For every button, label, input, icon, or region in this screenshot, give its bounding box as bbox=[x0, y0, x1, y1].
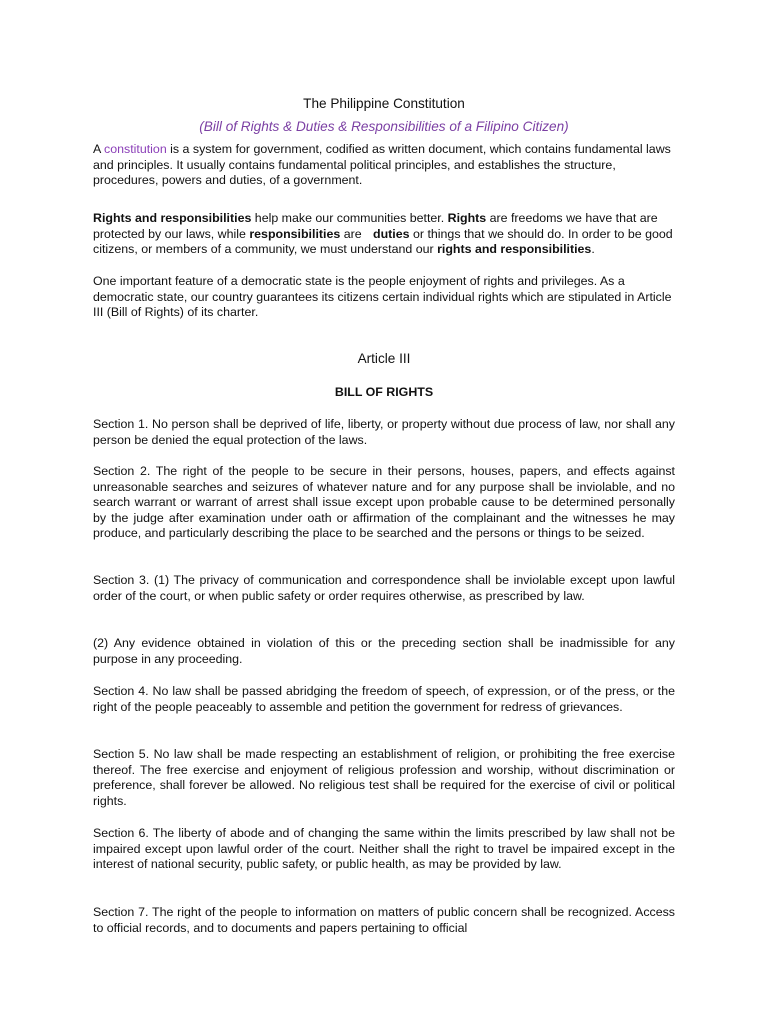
bold-rights-and-responsibilities-2: rights and responsibilities bbox=[437, 242, 592, 257]
section-5: Section 5. No law shall be made respecting an establishment of religion, or prohibiting the free exercise thereof. The free exercise and enjoyment of religious profession and worship, without discrimination or preference, shall forever be allowed. No religious test shall be required for the exercise of civil or political rights. bbox=[93, 747, 675, 808]
section-4: Section 4. No law shall be passed abridging the freedom of speech, of expression, or of the press, or the right of the people peaceably to assemble and petition the government for redress of grievances. bbox=[93, 684, 675, 714]
section-3: Section 3. (1) The privacy of communication and correspondence shall be inviolable except upon lawful order of the court, or when public safety or order requires otherwise, as prescribed by law. bbox=[93, 573, 675, 603]
intro-paragraph-rights bbox=[93, 211, 675, 258]
text-fragment: help make our communities better. bbox=[251, 211, 448, 225]
intro-paragraph-constitution bbox=[93, 142, 675, 189]
text-fragment: . bbox=[591, 242, 595, 257]
page-title: The Philippine Constitution bbox=[303, 96, 465, 111]
section-1: Section 1. No person shall be deprived of life, liberty, or property without due process of law, nor shall any person be denied the equal protection of the laws. bbox=[93, 417, 675, 447]
constitution-link[interactable]: constitution bbox=[104, 142, 167, 156]
section-7: Section 7. The right of the people to information on matters of public concern shall be recognized. Access to official records, and to documents and papers pertaining to official bbox=[93, 905, 675, 935]
section-3-2: (2) Any evidence obtained in violation of this or the preceding section shall be inadmissible for any purpose in any proceeding. bbox=[93, 636, 675, 666]
bill-of-rights-heading: BILL OF RIGHTS bbox=[334, 385, 434, 399]
section-2: Section 2. The right of the people to be secure in their persons, houses, papers, and effects against unreasonable searches and seizures of whatever nature and for any purpose shall be inviolable, and no search warrant or warrant of arrest shall issue except upon probable cause to be determined personally by the judge after examination under oath or affirmation of the complainant and the witnesses he may produce, and particularly describing the place to be searched and the persons or things to be seized. bbox=[93, 464, 675, 541]
bold-rights-and-responsibilities: Rights and responsibilities bbox=[93, 211, 252, 225]
text-fragment: are freedoms we have that are protected by our laws, while bbox=[93, 211, 658, 241]
section-6: Section 6. The liberty of abode and of changing the same within the limits prescribed by law shall not be impaired except upon lawful order of the court. Neither shall the right to travel be impaired except in the interest of national security, public safety, or public health, as may be provided by law. bbox=[93, 826, 675, 872]
text-fragment: or things that we should do. In order to be good citizens, or members of a community, we must understand our bbox=[93, 226, 673, 257]
bold-duties: duties bbox=[373, 226, 410, 241]
bold-rights: Rights bbox=[447, 211, 487, 225]
text-fragment: A bbox=[93, 142, 105, 156]
bold-responsibilities: responsibilities bbox=[249, 226, 341, 241]
article-heading: Article III bbox=[357, 351, 411, 366]
text-fragment: are bbox=[340, 226, 366, 241]
text-fragment: is a system for government, codified as written document, which contains fundamental laws and principles. It usually contains fundamental political principles, and establishes the structure, procedures, powers and duties, of a government. bbox=[93, 142, 671, 188]
intro-paragraph-democratic-state: One important feature of a democratic state is the people enjoyment of rights and privileges. As a democratic state, our country guarantees its citizens certain individual rights which are stipulated in Article III (Bill of Rights) of its charter. bbox=[93, 274, 672, 320]
page-subtitle: (Bill of Rights & Duties & Responsibilities of a Filipino Citizen) bbox=[199, 119, 569, 134]
